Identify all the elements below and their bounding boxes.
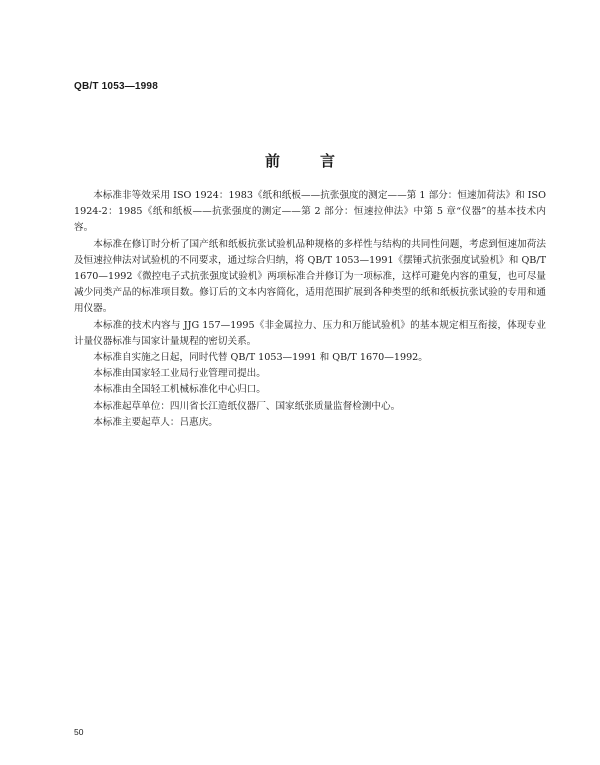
paragraph-centralized-by: 本标准由全国轻工机械标准化中心归口。	[93, 384, 266, 396]
document-body	[74, 188, 546, 431]
paragraph-technical-content: 本标准的技术内容与 JJG 157—1995《非金属拉力、压力和万能试验机》的基本规定相互衔接，体现专业计量仪器标准与国家计量规程的密切关系。	[74, 319, 546, 347]
paragraph-adoption: 本标准非等效采用 ISO 1924：1983《纸和纸板——抗张强度的测定——第 1 部分：恒速加荷法》和 ISO 1924-2：1985《纸和纸板——抗张强度的测定——第 2 部分：恒速拉伸法》中第 5 章“仪器”的基本技术内容。	[74, 190, 546, 234]
standard-code: QB/T 1053—1998	[74, 81, 158, 92]
page-title: 前言	[264, 152, 375, 170]
paragraph-replacement: 本标准自实施之日起，同时代替 QB/T 1053—1991 和 QB/T 1670—1992。	[93, 352, 428, 364]
paragraph-revision: 本标准在修订时分析了国产纸和纸板抗张试验机品种规格的多样性与结构的共同性问题，考虑到恒速加荷法及恒速拉伸法对试验机的不同要求，通过综合归纳，将 QB/T 1053—1991《摆锤式抗张强度试验机》和 QB/T 1670—1992《微控电子式抗张强度试验机》两项标准合并修订为一项标准，这样可避免内容的重复，也可尽量减少同类产品的标准项目数。修订后的文本内容简化，适用范围扩展到各种类型的纸和纸板抗张试验的专用和通用仪器。	[74, 238, 546, 315]
paragraph-drafting-units: 本标准起草单位：四川省长江造纸仪器厂、国家纸张质量监督检测中心。	[93, 400, 401, 412]
page-number: 50	[74, 727, 84, 737]
paragraph-proposed-by: 本标准由国家轻工业局行业管理司提出。	[93, 368, 266, 380]
paragraph-drafters: 本标准主要起草人：吕惠庆。	[93, 416, 218, 428]
